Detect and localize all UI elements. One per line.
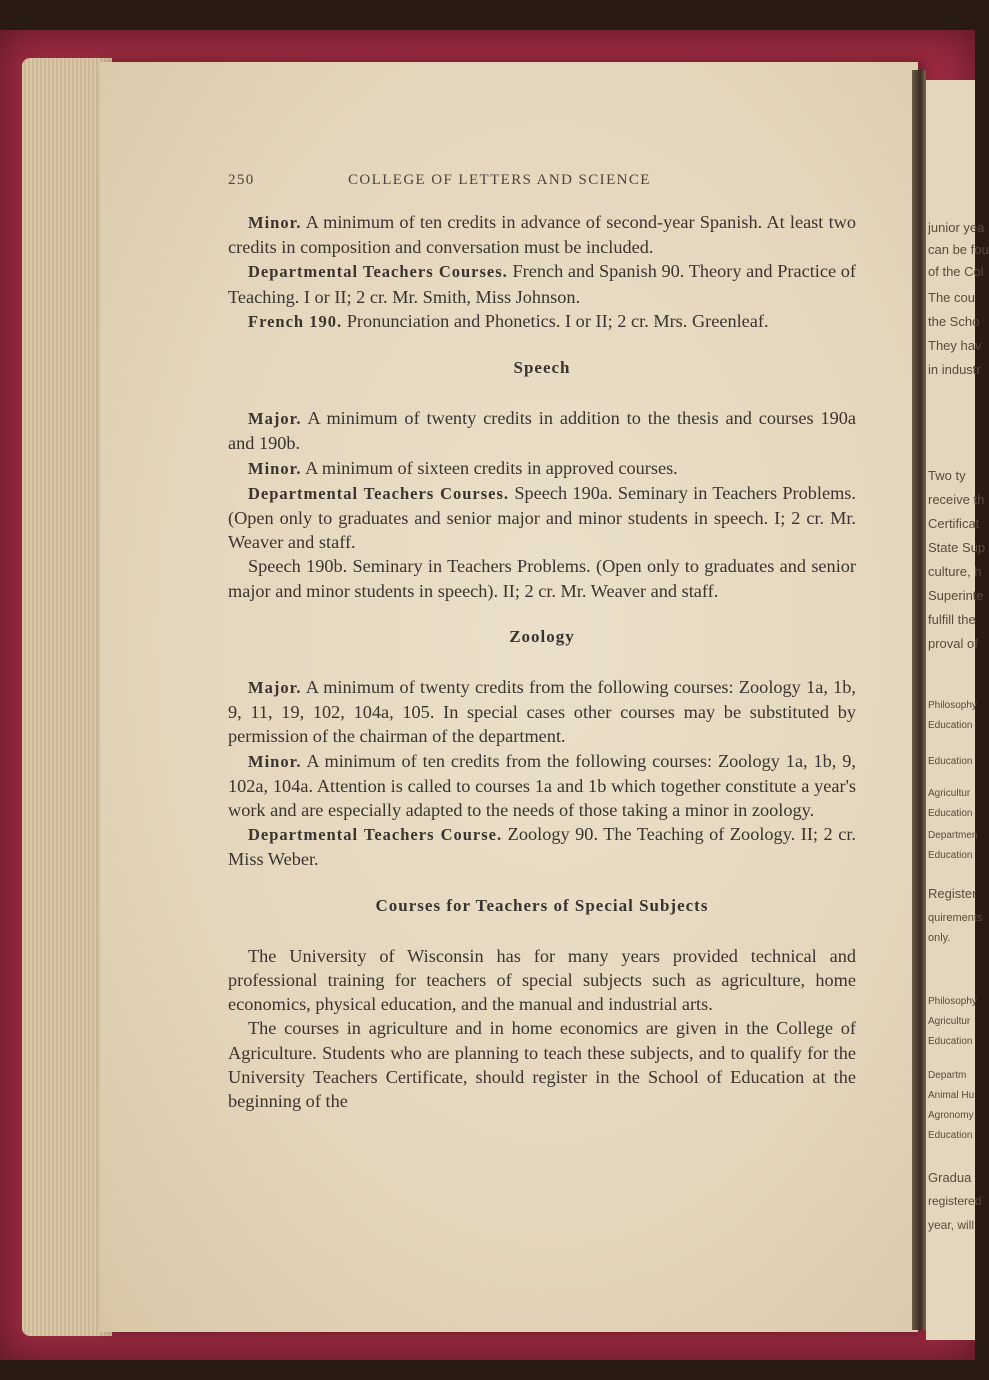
paragraph [228, 259, 856, 308]
next-page-fragment: Departm [928, 1070, 967, 1081]
paragraph-text: A minimum of ten credits from the following courses: Zoology 1a, 1b, 9, 102a, 104a. Attention is called to courses 1a and 1b which together constitute a year's work and are especially adapted to the needs of those taking a minor in zoology. [228, 750, 856, 821]
page-number: 250 [228, 171, 255, 188]
paragraph-text: The courses in agriculture and in home economics are given in the College of Agriculture. Students who are planning to teach these subjects, and to qualify for the University Teachers Certificate, should register in the School of Education at the beginning of the [228, 1018, 856, 1112]
section-heading-speech: Speech [513, 358, 571, 378]
next-page-fragment: Agricultur [928, 788, 971, 799]
next-page-fragment: proval of [928, 636, 978, 651]
paragraph-text: Speech 190a. Seminary in Teachers Problems. (Open only to graduates and senior major and minor students in speech. I; 2 cr. Mr. Weaver and staff. [228, 482, 856, 553]
running-header [228, 168, 856, 192]
next-page-fragment: quirements [928, 912, 983, 924]
next-page-fragment: Gradua [928, 1170, 972, 1185]
next-page-fragment: Education [928, 850, 973, 861]
paragraph [228, 675, 856, 749]
next-page-fragment: culture, h [928, 564, 982, 579]
paragraph-term: Major. [248, 409, 302, 429]
paragraph-text: A minimum of twenty credits in addition to the thesis and courses 190a and 190b. [228, 408, 857, 454]
paragraph [228, 1016, 856, 1113]
next-page-fragment: Philosophy [928, 996, 977, 1007]
paragraph-term: Departmental Teachers Course. [248, 825, 503, 845]
paragraph-term: Minor. [248, 213, 302, 232]
next-page-fragment: junior yea [928, 220, 985, 235]
next-page-fragment: Superinte [928, 588, 984, 603]
paragraph-term: Minor. [248, 751, 302, 771]
paragraph-text: A minimum of twenty credits from the following courses: Zoology 1a, 1b, 9, 11, 19, 102, 104a, 105. In special cases other courses may be substituted by permission of the chairman of the department. [228, 677, 856, 747]
next-page-fragment: State Sup [928, 540, 986, 555]
next-page-fragment: year, will [928, 1218, 975, 1232]
running-title: COLLEGE OF LETTERS AND SCIENCE [348, 171, 651, 188]
paragraph-term: French 190. [248, 311, 343, 331]
next-page-fragment: Education [928, 808, 973, 819]
next-page-edge [926, 80, 989, 1340]
next-page-fragment: in industr [928, 362, 981, 377]
next-page-fragment: Education [928, 720, 973, 731]
next-page-fragment: can be fou [928, 242, 989, 257]
paragraph-text: A minimum of sixteen credits in approved courses. [305, 457, 678, 478]
paragraph [228, 822, 856, 871]
paragraph-text: Speech 190b. Seminary in Teachers Problems. (Open only to graduates and senior major and minor students in speech). II; 2 cr. Mr. Weaver and staff. [228, 556, 856, 601]
next-page-fragment: of the Col [928, 264, 984, 279]
paragraph-term: Major. [248, 678, 302, 698]
paragraph-text: The University of Wisconsin has for many years provided technical and professional training for teachers of special subjects such as agriculture, home economics, physical education, and the manual and industrial arts. [228, 945, 856, 1015]
paragraph [228, 406, 856, 455]
paragraph-text: French and Spanish 90. Theory and Practice of Teaching. I or II; 2 cr. Mr. Smith, Miss Johnson. [228, 261, 856, 307]
next-page-fragment: Departmen [928, 830, 978, 841]
next-page-fragment: the Scho [928, 314, 980, 329]
next-page-fragment: Register [928, 886, 977, 901]
next-page-fragment: Animal Hu [928, 1090, 975, 1101]
next-page-fragment: registered [928, 1194, 982, 1208]
paragraph [228, 554, 856, 602]
next-page-fragment: Philosophy [928, 700, 977, 711]
next-page-fragment: Education [928, 1036, 973, 1047]
page-content [228, 168, 856, 1113]
next-page-fragment: Certificat [928, 516, 980, 531]
next-page-fragment: only. [928, 932, 951, 944]
paragraph-term: Minor. [248, 458, 302, 478]
paragraph [228, 456, 856, 481]
section-heading-zoology: Zoology [509, 626, 575, 646]
paragraph [228, 210, 856, 259]
paragraph [228, 309, 856, 334]
paragraph-term: Departmental Teachers Courses. [248, 483, 510, 503]
next-page-fragment: The cou [928, 290, 975, 305]
next-page-fragment: receive th [928, 492, 985, 507]
next-page-fragment: They hav [928, 338, 982, 353]
next-page-fragment: Education [928, 756, 973, 767]
paragraph [228, 481, 856, 555]
next-page-fragment: Education [928, 1130, 973, 1141]
paragraph-term: Departmental Teachers Courses. [248, 262, 508, 282]
paragraph-text: A minimum of ten credits in advance of second-year Spanish. At least two credits in composition and conversation must be included. [228, 212, 857, 258]
next-page-fragment: Agricultur [928, 1016, 971, 1027]
section-heading-special-subjects: Courses for Teachers of Special Subjects [375, 895, 709, 915]
next-page-fragment: fulfill the [928, 612, 976, 627]
paragraph-text: Zoology 90. The Teaching of Zoology. II; 2 cr. Miss Weber. [228, 824, 856, 870]
paragraph [228, 749, 856, 823]
next-page-fragment: Two ty [928, 468, 966, 483]
next-page-fragment: Agronomy [928, 1110, 974, 1121]
book-gutter [912, 70, 926, 1330]
paragraph [228, 944, 856, 1017]
page-edges [22, 58, 112, 1336]
paragraph-text: Pronunciation and Phonetics. I or II; 2 cr. Mrs. Greenleaf. [346, 310, 769, 331]
